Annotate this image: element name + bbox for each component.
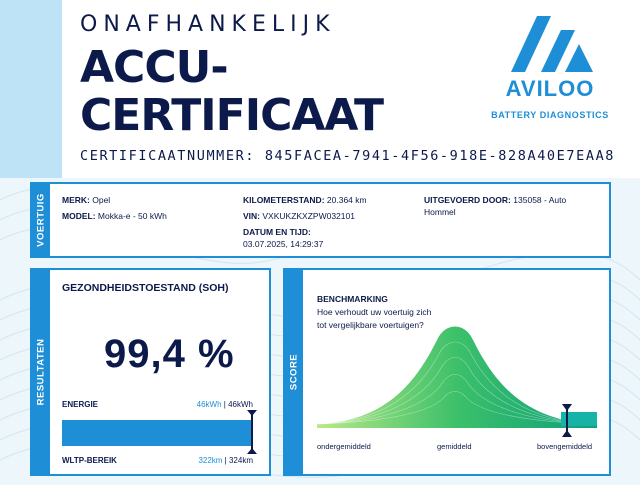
title-line-2: CERTIFICAAT [80,90,384,141]
wltp-nominal: 324km [228,456,253,465]
logo-wordmark: AVILOO [505,76,595,101]
title-line-1: ACCU- [80,42,228,93]
document-title [80,44,383,140]
soh-bar [62,420,251,446]
aviloo-logo-icon [493,12,609,124]
score-tab-label: SCORE [288,353,300,391]
datetime-row [243,226,413,250]
wltp-label: WLTP-BEREIK [62,456,117,465]
axis-below-average: ondergemiddeld [317,442,371,451]
energy-values [197,400,253,409]
energy-measured: 46kWh [196,400,222,409]
energy-separator: | [221,400,229,409]
soh-title: GEZONDHEIDSTOESTAND (SOH) [62,282,229,294]
energy-label: ENERGIE [62,400,99,409]
score-tab [285,270,303,474]
vin-label: VIN: [243,211,260,221]
benchmarking-title: BENCHMARKING [317,294,388,304]
axis-average: gemiddeld [437,442,472,451]
performed-label: UITGEVOERD DOOR: [424,195,511,205]
vin-value: VXKUKZKXZPW032101 [262,211,355,221]
vehicle-column-1 [62,194,232,226]
certificate-number: CERTIFICAATNUMMER: 845FACEA-7941-4F56-918E-828A40E7EAA8 [80,148,616,164]
brand-value: Opel [92,195,111,205]
mileage-row [243,194,413,206]
vehicle-tab [32,184,50,256]
mileage-value: 20.364 km [326,195,367,205]
brand-row [62,194,232,206]
vehicle-column-2 [243,194,413,254]
wltp-values [198,456,253,465]
results-tab-label: RESULTATEN [35,338,47,406]
model-value: Mokka-e - 50 kWh [97,211,167,221]
benchmarking-question: Hoe verhoudt uw voertuig zich tot vergelijkbare voertuigen? [317,307,432,330]
vehicle-panel [30,182,611,258]
vehicle-column-3 [424,194,584,222]
performed-row [424,194,584,218]
logo-tagline: BATTERY DIAGNOSTICS [491,110,609,120]
model-row [62,210,232,222]
wltp-separator: | [222,456,229,465]
performed-value: 135058 - Auto Hommel [424,195,567,217]
document-subtitle: ONAFHANKELIJK [80,12,336,37]
energy-nominal: 46kWh [228,400,253,409]
score-panel [283,268,611,476]
soh-value: 99,4 % [104,332,235,376]
axis-above-average: bovengemiddeld [537,442,593,451]
score-marker-up-icon [562,430,572,437]
vehicle-tab-label: VOERTUIG [35,193,47,247]
results-panel [30,268,271,476]
benchmark-bell-curve [317,310,597,430]
brand-label: MERK: [62,195,90,205]
wltp-measured: 322km [198,456,223,465]
datetime-value: 03.07.2025, 14:29:37 [243,239,324,249]
model-label: MODEL: [62,211,96,221]
datetime-label: DATUM EN TIJD: [243,227,311,237]
mileage-label: KILOMETERSTAND: [243,195,325,205]
soh-bar-marker [251,414,253,452]
wltp-marker-up-icon [247,448,257,454]
vin-row [243,210,413,222]
results-tab [32,270,50,474]
